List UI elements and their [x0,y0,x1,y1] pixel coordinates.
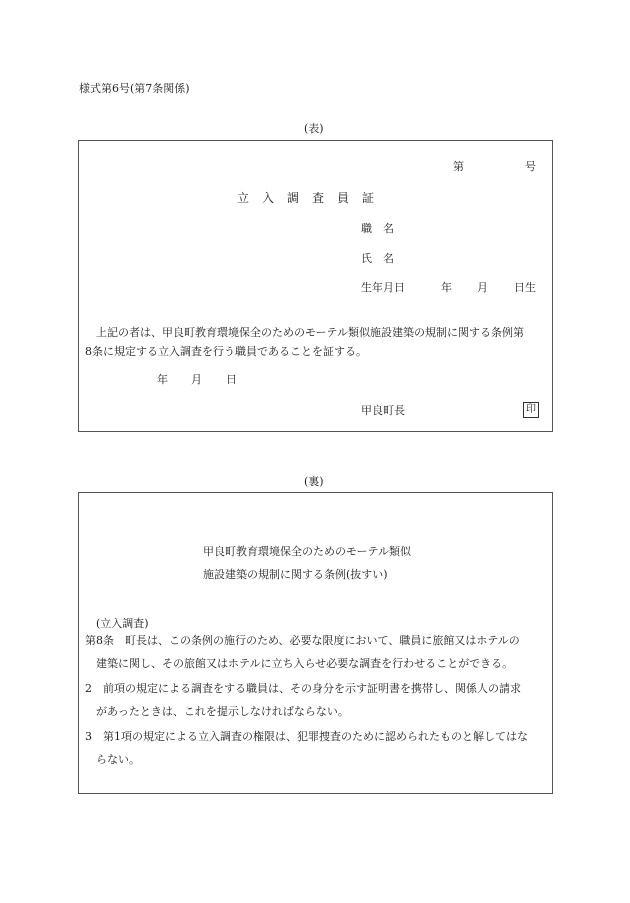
certification-line-2: 8条に規定する立入調査を行う職員であることを証する。 [85,345,367,358]
seal-mark: 印 [523,402,539,418]
form-title: 様式第6号(第7条関係) [79,82,190,95]
paragraph-2-line-2: があったときは、これを提示しなければならない。 [96,705,349,718]
issue-year-label: 年 [157,373,168,386]
birth-month-label: 月 [477,281,488,294]
paragraph-3-line-1: 3 第1項の規定による立入調査の権限は、犯罪捜査のために認められたものと解してはな [85,730,528,743]
certification-line-1: 上記の者は、甲良町教育環境保全のためのモーテル類似施設建築の規制に関する条例第 [96,326,525,339]
paragraph-3-line-2: らない。 [96,753,140,766]
issue-month-label: 月 [191,373,202,386]
number-label-go: 号 [525,160,536,173]
paragraph-2-line-1: 2 前項の規定による調査をする職員は、その身分を示す証明書を携帯し、関係人の請求 [85,682,521,695]
back-side-label: (裏) [304,475,324,488]
article-8 [85,629,520,675]
front-side-label: (表) [304,122,324,135]
number-label-dai: 第 [453,160,464,173]
paragraph-3 [85,725,528,771]
name-label: 氏 名 [361,252,394,265]
article-8-line-1: 第8条 町長は、この条例の施行のため、必要な限度において、職員に旅館又はホテルの [85,634,520,647]
birth-day-label: 日生 [514,281,536,294]
certification-text [85,323,524,361]
article-8-line-2: 建築に関し、その旅館又はホテルに立ち入らせ必要な調査を行わせることができる。 [96,657,514,670]
birth-date-label: 生年月日 [361,281,405,294]
issuer-name: 甲良町長 [361,404,405,417]
birth-year-label: 年 [441,281,452,294]
position-label: 職 名 [361,222,394,235]
ordinance-title-line-1: 甲良町教育環境保全のためのモーテル類似 [203,545,412,558]
back-card [78,492,553,794]
card-title: 立入調査員証 [237,191,388,205]
section-heading: (立入調査) [96,617,149,630]
issue-day-label: 日 [226,373,237,386]
paragraph-2 [85,677,521,723]
front-card [78,140,553,432]
ordinance-title-line-2: 施設建築の規制に関する条例(抜すい) [203,568,388,581]
